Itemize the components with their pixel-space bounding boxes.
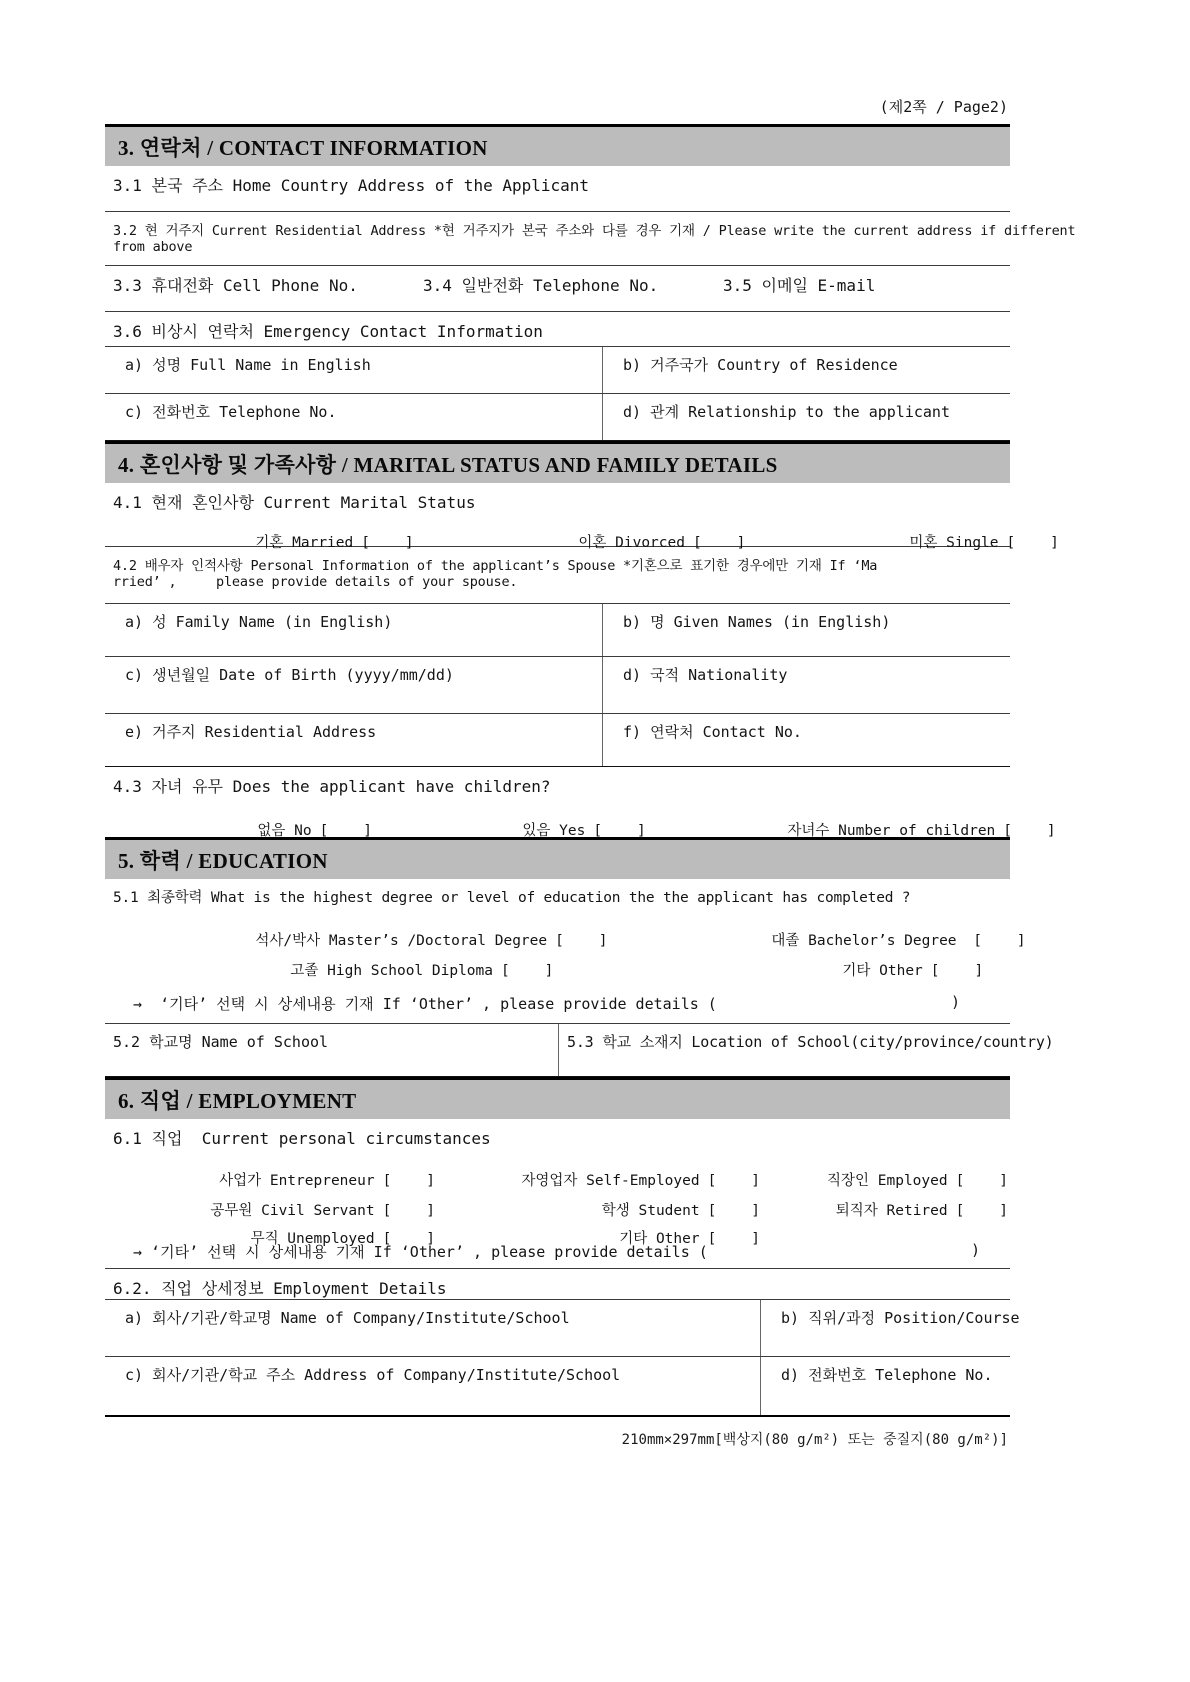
education-other-checkbox[interactable]: [ ] xyxy=(930,963,984,979)
divorced-checkbox[interactable]: [ ] xyxy=(692,535,746,551)
married-checkbox[interactable]: [ ] xyxy=(361,535,414,551)
field-emergency-telephone[interactable] xyxy=(105,394,602,440)
field-3-2-label-line1: 3.2 현 거주지 Current Residential Address *현 거주지가 본국 주소와 다를 경우 기재 / Please write the current address if different xyxy=(113,223,1076,239)
field-emergency-relationship-label: d) 관계 Relationship to the applicant xyxy=(623,403,950,421)
field-company-address[interactable] xyxy=(105,1357,760,1415)
field-school-name-label: 5.2 학교명 Name of School xyxy=(113,1033,329,1051)
self-employed-checkbox[interactable]: [ ] xyxy=(707,1173,760,1189)
education-options-row1 xyxy=(105,909,1026,949)
education-other-details-close-paren: ) xyxy=(950,993,960,1011)
occupation-other-details-close-paren: ) xyxy=(970,1241,980,1259)
field-3-3-label: 3.3 휴대전화 Cell Phone No. xyxy=(113,276,358,295)
field-spouse-contact[interactable] xyxy=(602,714,1010,766)
heading-6-1-occupation xyxy=(105,1119,1010,1149)
option-civil-servant-label: 공무원 Civil Servant xyxy=(210,1203,375,1219)
option-bachelors-label: 대졸 Bachelor’s Degree xyxy=(771,933,966,949)
option-masters-label: 석사/박사 Master’s /Doctoral Degree xyxy=(255,933,548,949)
heading-3-6-emergency-contact xyxy=(105,312,1010,346)
table-emergency-contact xyxy=(105,346,1010,441)
field-3-1-home-address[interactable] xyxy=(105,166,1010,212)
heading-3-6-label: 3.6 비상시 연락처 Emergency Contact Information xyxy=(113,322,543,341)
field-spouse-contact-label: f) 연락처 Contact No. xyxy=(623,723,802,741)
heading-4-1-marital-status xyxy=(105,483,1010,511)
paper-spec-note: 210mm×297mm[백상지(80 g/m²) 또는 중질지(80 g/m²)] xyxy=(621,1432,1008,1448)
table-school xyxy=(105,1023,1054,1077)
heading-6-2-label: 6.2. 직업 상세정보 Employment Details xyxy=(113,1279,447,1298)
option-yes-children xyxy=(470,803,646,856)
option-no-children xyxy=(205,803,372,856)
option-occupation-other-label: 기타 Other xyxy=(619,1231,700,1247)
masters-checkbox[interactable]: [ ] xyxy=(555,933,608,949)
heading-4-2-label-line1: 4.2 배우자 인적사항 Personal Information of the applicant’s Spouse *기혼으로 표기한 경우에만 기재 If ‘Ma xyxy=(113,558,878,574)
occupation-options-row1 xyxy=(105,1149,1010,1189)
field-spouse-birthdate-label: c) 생년월일 Date of Birth (yyyy/mm/dd) xyxy=(125,666,454,684)
field-company-name[interactable] xyxy=(105,1300,760,1356)
option-no-label: 없음 No xyxy=(257,823,312,839)
field-3-5-email[interactable] xyxy=(715,266,1010,311)
field-school-name[interactable] xyxy=(105,1024,558,1076)
field-school-location-label: 5.3 학교 소재지 Location of School(city/province/country) xyxy=(567,1033,1054,1051)
field-3-2-label-line2: from above xyxy=(113,239,193,255)
option-student-label: 학생 Student xyxy=(601,1203,700,1219)
field-emergency-telephone-label: c) 전화번호 Telephone No. xyxy=(125,403,337,421)
heading-6-2-employment-details xyxy=(105,1269,1010,1299)
heading-4-1-label: 4.1 현재 혼인사항 Current Marital Status xyxy=(113,493,476,512)
education-other-details-label: → ‘기타’ 선택 시 상세내용 기재 If ‘Other’ , please provide details ( xyxy=(133,995,717,1013)
occupation-other-details-field[interactable] xyxy=(105,1235,1010,1269)
occupation-other-checkbox[interactable]: [ ] xyxy=(707,1231,760,1247)
field-spouse-family-name-label: a) 성 Family Name (in English) xyxy=(125,613,393,631)
section-4-header xyxy=(105,441,1010,483)
option-unemployed-label: 무직 Unemployed xyxy=(250,1231,375,1247)
heading-4-3-label: 4.3 자녀 유무 Does the applicant have children? xyxy=(113,777,551,796)
option-yes-label: 있음 Yes xyxy=(522,823,586,839)
field-spouse-given-names-label: b) 명 Given Names (in English) xyxy=(623,613,891,631)
table-spouse-info xyxy=(105,603,1010,767)
section-4-title: 4. 혼인사항 및 가족사항 / MARITAL STATUS AND FAMILY DETAILS xyxy=(118,452,778,477)
field-spouse-address-label: e) 거주지 Residential Address xyxy=(125,723,377,741)
heading-5-1-highest-degree xyxy=(105,879,1010,909)
table-employment-details xyxy=(105,1299,1020,1417)
field-company-name-label: a) 회사/기관/학교명 Name of Company/Institute/School xyxy=(125,1309,570,1327)
civil-servant-checkbox[interactable]: [ ] xyxy=(382,1203,435,1219)
page-number: (제2쪽 / Page2) xyxy=(879,98,1008,116)
field-school-location[interactable] xyxy=(558,1024,1058,1076)
occupation-options-row2 xyxy=(105,1179,1010,1219)
section-3-title: 3. 연락처 / CONTACT INFORMATION xyxy=(118,135,488,160)
field-3-5-label: 3.5 이메일 E-mail xyxy=(723,276,876,295)
marital-status-options xyxy=(105,511,1059,551)
field-emergency-country[interactable] xyxy=(602,347,1010,393)
no-children-checkbox[interactable]: [ ] xyxy=(319,823,372,839)
heading-4-3-children xyxy=(105,767,1010,799)
children-options xyxy=(105,799,1056,839)
field-spouse-family-name[interactable] xyxy=(105,604,602,656)
option-number-of-children-label: 자녀수 Number of children xyxy=(787,823,996,839)
section-5-title: 5. 학력 / EDUCATION xyxy=(118,848,328,873)
section-3-header xyxy=(105,124,1010,166)
option-single-label: 미혼 Single xyxy=(909,535,999,551)
field-emergency-relationship[interactable] xyxy=(602,394,1010,440)
yes-children-checkbox[interactable]: [ ] xyxy=(593,823,646,839)
education-options-row2 xyxy=(105,939,1010,979)
field-spouse-given-names[interactable] xyxy=(602,604,1010,656)
field-emergency-country-label: b) 거주국가 Country of Residence xyxy=(623,356,898,374)
heading-6-1-label: 6.1 직업 Current personal circumstances xyxy=(113,1129,491,1148)
field-3-4-label: 3.4 일반전화 Telephone No. xyxy=(423,276,659,295)
option-high-school-label: 고졸 High School Diploma xyxy=(290,963,493,979)
number-of-children-input[interactable]: [ ] xyxy=(1003,823,1056,839)
form-page xyxy=(105,96,1076,1449)
field-emergency-fullname[interactable] xyxy=(105,347,602,393)
field-3-4-telephone[interactable] xyxy=(415,266,715,311)
option-entrepreneur-label: 사업가 Entrepreneur xyxy=(219,1173,375,1189)
option-employed-label: 직장인 Employed xyxy=(827,1173,948,1189)
option-retired-label: 퇴직자 Retired xyxy=(835,1203,948,1219)
section-6-header xyxy=(105,1077,1010,1119)
employed-checkbox[interactable]: [ ] xyxy=(955,1173,1008,1189)
retired-checkbox[interactable]: [ ] xyxy=(955,1203,1008,1219)
option-number-of-children xyxy=(735,803,1056,856)
field-spouse-address[interactable] xyxy=(105,714,602,766)
field-3-2-current-address[interactable] xyxy=(105,212,1076,266)
option-education-other-label: 기타 Other xyxy=(842,963,923,979)
option-divorced-label: 이혼 Divorced xyxy=(578,535,685,551)
high-school-checkbox[interactable]: [ ] xyxy=(501,963,554,979)
field-3-1-label: 3.1 본국 주소 Home Country Address of the Applicant xyxy=(113,176,590,195)
option-married-label: 기혼 Married xyxy=(255,535,354,551)
field-emergency-fullname-label: a) 성명 Full Name in English xyxy=(125,356,371,374)
bachelors-checkbox[interactable]: [ ] xyxy=(973,933,1026,949)
heading-5-1-label: 5.1 최종학력 What is the highest degree or level of education the the applicant has completed ? xyxy=(113,890,911,906)
education-other-details-field[interactable] xyxy=(105,987,1010,1023)
field-company-telephone-label: d) 전화번호 Telephone No. xyxy=(781,1366,993,1384)
row-3-phones xyxy=(105,266,1010,312)
field-company-address-label: c) 회사/기관/학교 주소 Address of Company/Institute/School xyxy=(125,1366,621,1384)
field-spouse-birthdate[interactable] xyxy=(105,657,602,713)
option-self-employed-label: 자영업자 Self-Employed xyxy=(521,1173,700,1189)
field-position-course-label: b) 직위/과정 Position/Course xyxy=(781,1309,1020,1327)
section-6-title: 6. 직업 / EMPLOYMENT xyxy=(118,1088,357,1113)
heading-4-2-spouse-info xyxy=(105,547,1010,603)
heading-4-2-label-line2: rried’ , please provide details of your spouse. xyxy=(113,574,518,590)
field-spouse-nationality[interactable] xyxy=(602,657,1010,713)
field-company-telephone[interactable] xyxy=(760,1357,1010,1415)
unemployed-checkbox[interactable]: [ ] xyxy=(382,1231,435,1247)
field-position-course[interactable] xyxy=(760,1300,1024,1356)
entrepreneur-checkbox[interactable]: [ ] xyxy=(382,1173,435,1189)
field-3-3-cell-phone[interactable] xyxy=(105,266,415,311)
occupation-options-row3 xyxy=(105,1207,1010,1247)
occupation-other-details-label: → ‘기타’ 선택 시 상세내용 기재 If ‘Other’ , please provide details ( xyxy=(133,1243,708,1261)
single-checkbox[interactable]: [ ] xyxy=(1006,535,1059,551)
student-checkbox[interactable]: [ ] xyxy=(707,1203,760,1219)
field-spouse-nationality-label: d) 국적 Nationality xyxy=(623,666,788,684)
